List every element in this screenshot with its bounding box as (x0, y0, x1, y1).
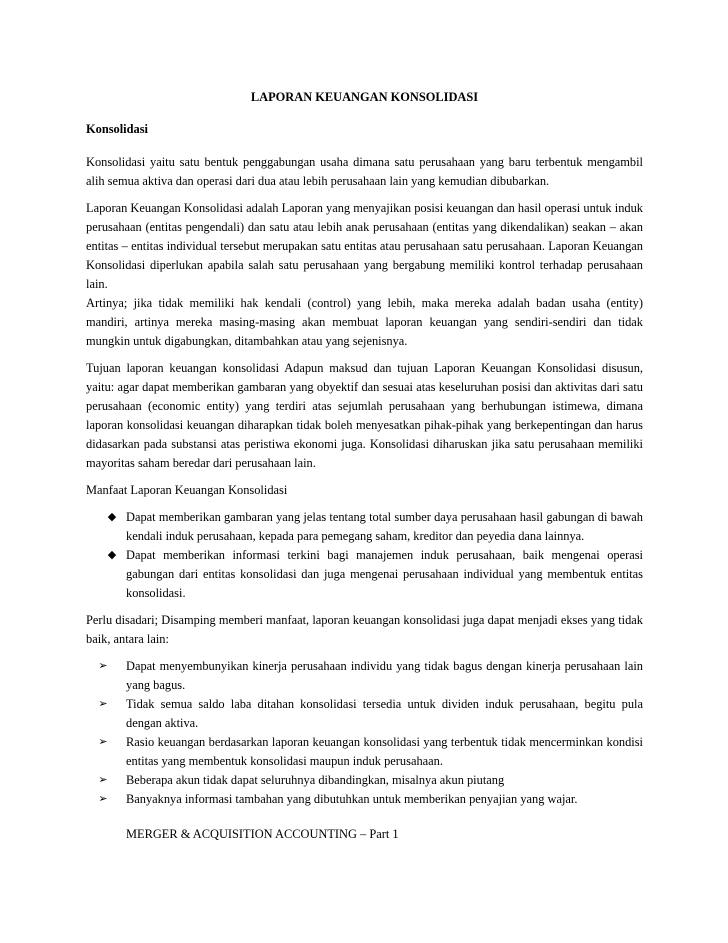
ekses-list (86, 657, 643, 809)
list-item (86, 733, 643, 771)
black-diamond-bullet-icon: ◆ (107, 511, 117, 523)
paragraph-definition: Konsolidasi yaitu satu bentuk penggabungan usaha dimana satu perusahaan yang baru terbentuk mengambil alih semua aktiva dan operasi dari dua atau lebih perusahaan lain yang kemudian dibubarkan. (86, 155, 643, 188)
list-item (86, 657, 643, 695)
list-item-text: Banyaknya informasi tambahan yang dibutuhkan untuk memberikan penyajian yang wajar. (126, 792, 578, 806)
arrowhead-bullet-icon: ➢ (98, 660, 108, 672)
list-item-text: Dapat menyembunyikan kinerja perusahaan individu yang tidak bagus dengan kinerja perusahaan lain yang bagus. (126, 659, 643, 692)
arrowhead-bullet-icon: ➢ (98, 774, 108, 786)
document-title: LAPORAN KEUANGAN KONSOLIDASI (250, 90, 479, 104)
manfaat-list (86, 508, 643, 603)
black-diamond-bullet-icon: ◆ (107, 549, 117, 561)
list-item-text: Beberapa akun tidak dapat seluruhnya dibandingkan, misalnya akun piutang (126, 773, 505, 787)
list-item (86, 695, 643, 733)
document-body (86, 88, 643, 817)
paragraph-artinya: Artinya; jika tidak memiliki hak kendali (control) yang lebih, maka mereka adalah badan usaha (entity) mandiri, artinya mereka masing-masing akan membuat laporan keuangan yang sendiri-sendiri dan tidak mungkin untuk digabungkan, ditambahkan atau yang sejenisnya. (86, 296, 643, 348)
paragraph-tujuan: Tujuan laporan keuangan konsolidasi Adapun maksud dan tujuan Laporan Keuangan Konsolidasi disusun, yaitu: agar dapat memberikan gambaran yang obyektif dan sesuai atas keseluruhan posisi dan aktivitas dari satu perusahaan (economic entity) yang terdiri atas sejumlah perusahaan yang berhubungan istimewa, dimana laporan konsolidasi keuangan diharapkan tidak boleh menyesatkan pihak-pihak yang berkepentingan dan harus didasarkan pada substansi atas peristiwa ekonomi juga. Konsolidasi diharuskan jika satu perusahaan memiliki mayoritas saham beredar dari perusahaan lain. (86, 361, 643, 470)
list-item-text: Dapat memberikan informasi terkini bagi manajemen induk perusahaan, baik mengenai operasi gabungan dari entitas konsolidasi dan juga mengenai perusahaan individual yang membentuk entitas konsolidasi. (126, 548, 643, 600)
paragraph-disadari: Perlu disadari; Disamping memberi manfaat, laporan keuangan konsolidasi juga dapat menjadi ekses yang tidak baik, antara lain: (86, 613, 643, 646)
section-heading: Konsolidasi (86, 122, 148, 136)
manfaat-heading: Manfaat Laporan Keuangan Konsolidasi (86, 483, 288, 497)
list-item (86, 771, 643, 790)
arrowhead-bullet-icon: ➢ (98, 698, 108, 710)
list-item-text: Rasio keuangan berdasarkan laporan keuangan konsolidasi yang terbentuk tidak mencerminkan kondisi entitas yang membentuk konsolidasi maupun induk perusahaan. (126, 735, 643, 768)
paragraph-laporan-konsolidasi: Laporan Keuangan Konsolidasi adalah Laporan yang menyajikan posisi keuangan dan hasil operasi untuk induk perusahaan (entitas pengendali) dan satu atau lebih anak perusahaan (entitas yang dikendalikan) seakan – akan entitas – entitas individual tersebut merupakan satu entitas atau perusahaan satu perusahaan. Laporan Keuangan Konsolidasi diperlukan apabila salah satu perusahaan yang bergabung memiliki kontrol terhadap perusahaan lain. (86, 201, 643, 291)
page-footer: MERGER & ACQUISITION ACCOUNTING – Part 1 (126, 827, 399, 841)
list-item (86, 508, 643, 546)
list-item-text: Dapat memberikan gambaran yang jelas tentang total sumber daya perusahaan hasil gabungan di bawah kendali induk perusahaan, kepada para pemegang saham, kreditor dan peyedia dana lainnya. (126, 510, 643, 543)
arrowhead-bullet-icon: ➢ (98, 793, 108, 805)
arrowhead-bullet-icon: ➢ (98, 736, 108, 748)
list-item (86, 546, 643, 603)
list-item (86, 790, 643, 809)
list-item-text: Tidak semua saldo laba ditahan konsolidasi tersedia untuk dividen induk perusahaan, begitu pula dengan aktiva. (126, 697, 643, 730)
